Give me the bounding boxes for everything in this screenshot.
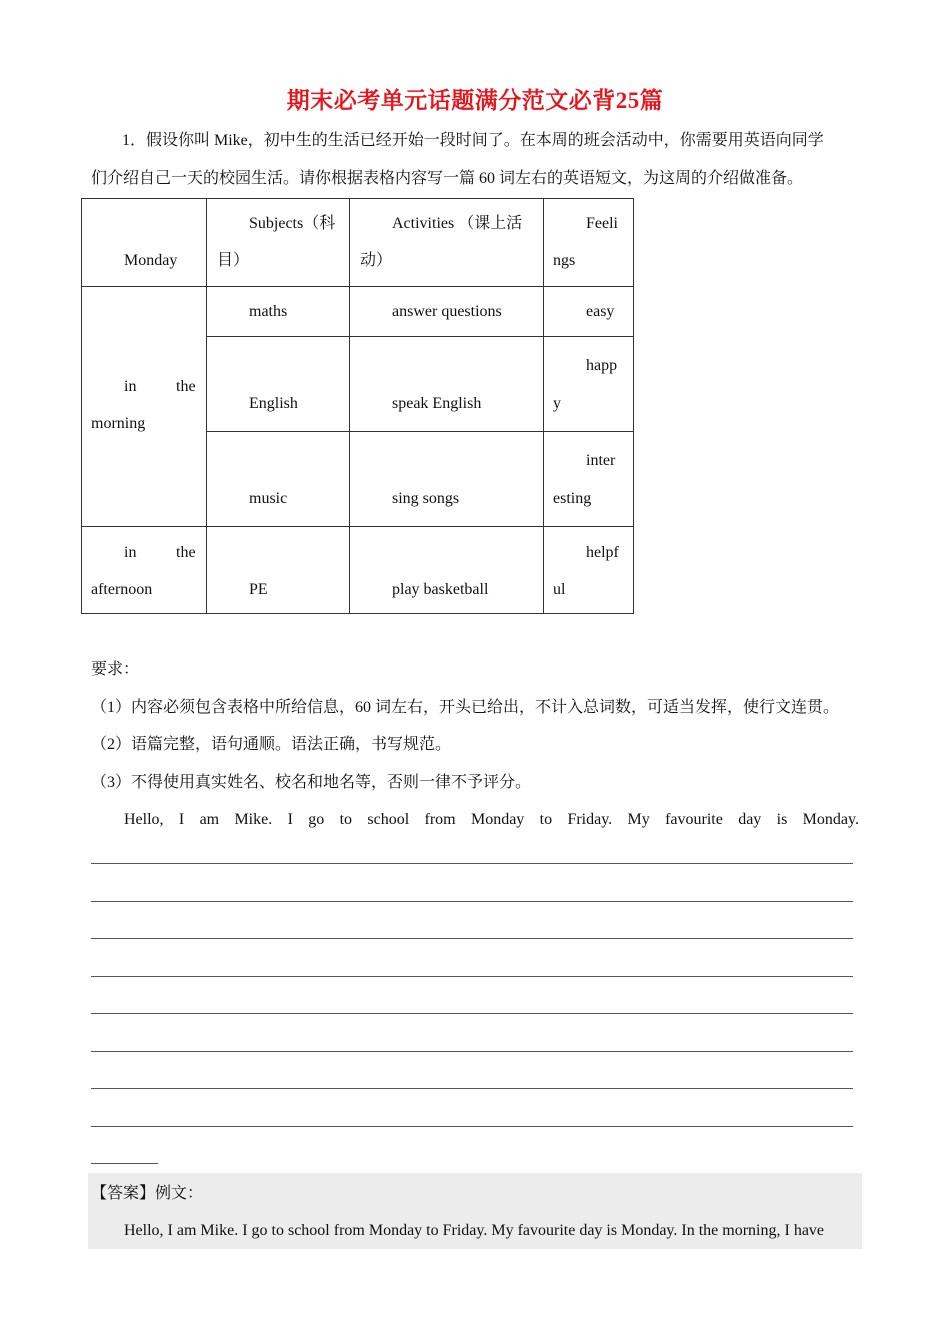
feeling-happy-line1: happ xyxy=(586,357,618,374)
opening-word: is xyxy=(776,811,788,828)
opening-word: day xyxy=(738,811,762,828)
header-day: Monday xyxy=(124,252,178,269)
requirement-item-1: （1）内容必须包含表格中所给信息，60 词左右，开头已给出，不计入总词数，可适当发挥，使行文连贯。 xyxy=(91,699,840,716)
activity-cell xyxy=(350,432,544,527)
opening-word: Monday. xyxy=(802,811,859,828)
answer-writing-line-end[interactable] xyxy=(91,1163,158,1164)
opening-word: I xyxy=(287,811,293,828)
answer-label: 【答案】例文： xyxy=(91,1185,204,1202)
opening-sentence xyxy=(124,810,859,830)
requirement-item-3: （3）不得使用真实姓名、校名和地名等，否则一律不予评分。 xyxy=(91,774,532,791)
subject-cell xyxy=(207,287,350,337)
answer-writing-line[interactable] xyxy=(91,863,853,864)
opening-word: am xyxy=(199,811,220,828)
subject-cell xyxy=(207,527,350,614)
morning-label-in: in xyxy=(124,378,137,395)
opening-word: I xyxy=(178,811,185,828)
header-feelings-cell xyxy=(544,199,634,287)
opening-word: school xyxy=(367,811,410,828)
feeling-helpful-line2: ul xyxy=(553,581,566,598)
subject-english: English xyxy=(249,395,298,412)
question-line-2: 们介绍自己一天的校园生活。请你根据表格内容写一篇 60 词左右的英语短文，为这周的介绍做准备。 xyxy=(91,170,804,187)
header-subjects-line2: 目） xyxy=(217,252,250,269)
afternoon-label-the: the xyxy=(176,544,196,561)
subject-cell xyxy=(207,432,350,527)
activity-speak-english: speak English xyxy=(392,395,482,412)
opening-word: to xyxy=(339,811,353,828)
feeling-helpful-line1: helpf xyxy=(586,544,619,561)
header-subjects-line1: Subjects（科 xyxy=(249,215,336,232)
feeling-interesting-line2: esting xyxy=(553,490,592,507)
afternoon-label-in: in xyxy=(124,544,137,561)
header-subjects-cell xyxy=(207,199,350,287)
table-row xyxy=(82,287,634,337)
page-title: 期末必考单元话题满分范文必背25篇 xyxy=(286,88,664,113)
header-feelings-line2: ngs xyxy=(553,252,576,269)
feeling-cell xyxy=(544,527,634,614)
morning-label-morning: morning xyxy=(91,415,146,432)
subject-cell xyxy=(207,337,350,432)
afternoon-label-cell xyxy=(82,527,207,614)
header-day-cell xyxy=(82,199,207,287)
header-feelings-line1: Feeli xyxy=(586,215,618,232)
header-activities-line1: Activities （课上活 xyxy=(392,215,523,232)
feeling-interesting-line1: inter xyxy=(586,452,616,469)
opening-word: Monday xyxy=(470,811,525,828)
feeling-cell xyxy=(544,432,634,527)
feeling-cell xyxy=(544,337,634,432)
opening-word: go xyxy=(308,811,325,828)
opening-word: Mike. xyxy=(234,811,273,828)
question-line-1: 1．假设你叫 Mike，初中生的生活已经开始一段时间了。在本周的班会活动中，你需要用英语向同学 xyxy=(122,132,824,149)
feeling-easy: easy xyxy=(586,303,615,320)
requirements-heading: 要求： xyxy=(91,661,140,678)
header-activities-cell xyxy=(350,199,544,287)
activity-play-basketball: play basketball xyxy=(392,581,489,598)
subject-maths: maths xyxy=(249,303,288,320)
opening-word: from xyxy=(424,811,456,828)
opening-word: My xyxy=(627,811,650,828)
answer-writing-line[interactable] xyxy=(91,1013,853,1014)
requirement-item-2: （2）语篇完整，语句通顺。语法正确，书写规范。 xyxy=(91,736,452,753)
opening-word: favourite xyxy=(665,811,723,828)
answer-writing-line[interactable] xyxy=(91,901,853,902)
activity-cell xyxy=(350,337,544,432)
subject-music: music xyxy=(249,490,288,507)
answer-text: Hello, I am Mike. I go to school from Monday to Friday. My favourite day is Monday. In the morning, I have xyxy=(124,1222,825,1239)
activity-cell xyxy=(350,527,544,614)
morning-label-the: the xyxy=(176,378,196,395)
activity-answer-questions: answer questions xyxy=(392,303,502,320)
schedule-table xyxy=(81,198,634,614)
answer-writing-line[interactable] xyxy=(91,976,853,977)
subject-pe: PE xyxy=(249,581,268,598)
answer-writing-line[interactable] xyxy=(91,938,853,939)
feeling-happy-line2: y xyxy=(553,395,561,412)
activity-cell xyxy=(350,287,544,337)
activity-sing-songs: sing songs xyxy=(392,490,460,507)
table-row xyxy=(82,527,634,614)
feeling-cell xyxy=(544,287,634,337)
table-header-row xyxy=(82,199,634,287)
opening-word: to xyxy=(539,811,553,828)
answer-writing-line[interactable] xyxy=(91,1126,853,1127)
answer-section xyxy=(88,1173,862,1249)
opening-word: Hello, xyxy=(124,811,164,828)
morning-label-cell xyxy=(82,287,207,527)
afternoon-label-afternoon: afternoon xyxy=(91,581,153,598)
opening-word: Friday. xyxy=(567,811,613,828)
answer-writing-line[interactable] xyxy=(91,1051,853,1052)
answer-writing-line[interactable] xyxy=(91,1088,853,1089)
header-activities-line2: 动） xyxy=(360,252,393,269)
